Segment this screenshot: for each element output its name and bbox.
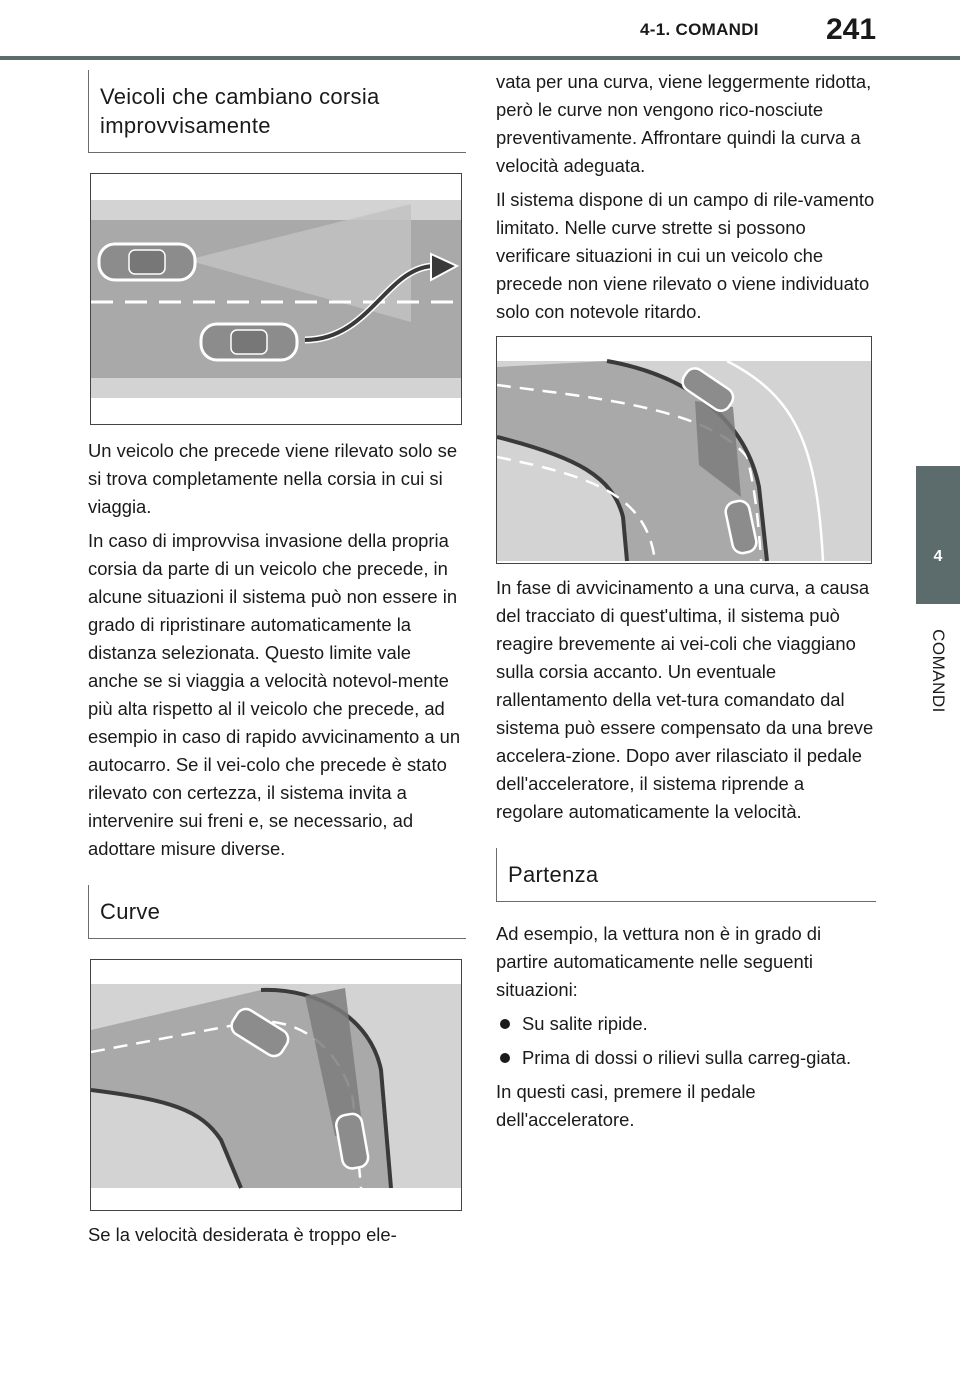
figure-lane-change	[90, 173, 462, 425]
car-ego-icon	[201, 324, 297, 360]
list-item-text: Prima di dossi o rilievi sulla carreg-giata.	[522, 1047, 852, 1068]
chapter-tab[interactable]	[916, 466, 960, 604]
curve-adjacent-lane-illustration	[497, 337, 871, 563]
chapter-number: 4	[933, 548, 943, 565]
list-item-text: Su salite ripide.	[522, 1013, 648, 1034]
paragraph: Se la velocità desiderata è troppo ele-	[88, 1224, 397, 1245]
curve-illustration	[91, 960, 461, 1210]
header-rule	[0, 56, 960, 60]
bullet-icon	[500, 1053, 510, 1063]
paragraph: vata per una curva, viene leggermente ridotta, però le curve non vengono rico-nosciute preventivamente. Affrontare quindi la curva a velocità adeguata.	[496, 71, 872, 176]
paragraph: In caso di improvvisa invasione della propria corsia da parte di un veicolo che precede, in alcune situazioni il sistema può non essere in grado di ripristinare automaticamente la distanza selezionata. Questo limite vale anche se si viaggia a velocità notevol-mente più alta rispetto al il veicolo che precede, ad esempio in caso di rapido avvicinamento a un autocarro. Se il vei-colo che precede è stato rilevato con certezza, il sistema invita a intervenire sui freni e, se necessario, ad adottare misure diverse.	[88, 530, 461, 859]
chapter-label	[916, 606, 960, 736]
left-column	[88, 70, 466, 1255]
section-heading-lane-change: Veicoli che cambiano corsia improvvisamente	[88, 70, 466, 153]
section-heading-curves: Curve	[88, 885, 466, 939]
bullet-icon	[500, 1019, 510, 1029]
list-item	[496, 1044, 876, 1072]
right-column	[496, 68, 876, 1140]
paragraph: Un veicolo che precede viene rilevato solo se si trova completamente nella corsia in cui si viaggia.	[88, 440, 458, 517]
figure-curve	[90, 959, 462, 1211]
paragraph: In questi casi, premere il pedale dell'acceleratore.	[496, 1081, 756, 1130]
page-number: 241	[826, 13, 877, 46]
section-heading-start: Partenza	[496, 848, 876, 902]
car-ahead-icon	[99, 244, 195, 280]
list-item	[496, 1010, 876, 1038]
paragraph: In fase di avvicinamento a una curva, a causa del tracciato di quest'ultima, il sistema può reagire brevemente ai vei-coli che viaggiano sulla corsia accanto. Un eventuale rallentamento della vet-tura comandato dal sistema può essere compensato da una breve accelera-zione. Dopo aver rilasciato il pedale dell'acceleratore, il sistema riprende a regolare automaticamente la velocità.	[496, 577, 874, 822]
page-header	[0, 0, 960, 60]
paragraph: Ad esempio, la vettura non è in grado di partire automaticamente nelle seguenti situazioni:	[496, 923, 822, 1000]
chapter-label-text: COMANDI	[929, 629, 948, 713]
header-section-title: 4-1. COMANDI	[640, 20, 759, 39]
paragraph: Il sistema dispone di un campo di rile-vamento limitato. Nelle curve strette si possono verificare situazioni in cui un veicolo che precede non viene rilevato o viene individuato solo con notevole ritardo.	[496, 189, 875, 322]
lane-change-illustration	[91, 174, 461, 424]
figure-curve-adjacent-lane	[496, 336, 872, 564]
